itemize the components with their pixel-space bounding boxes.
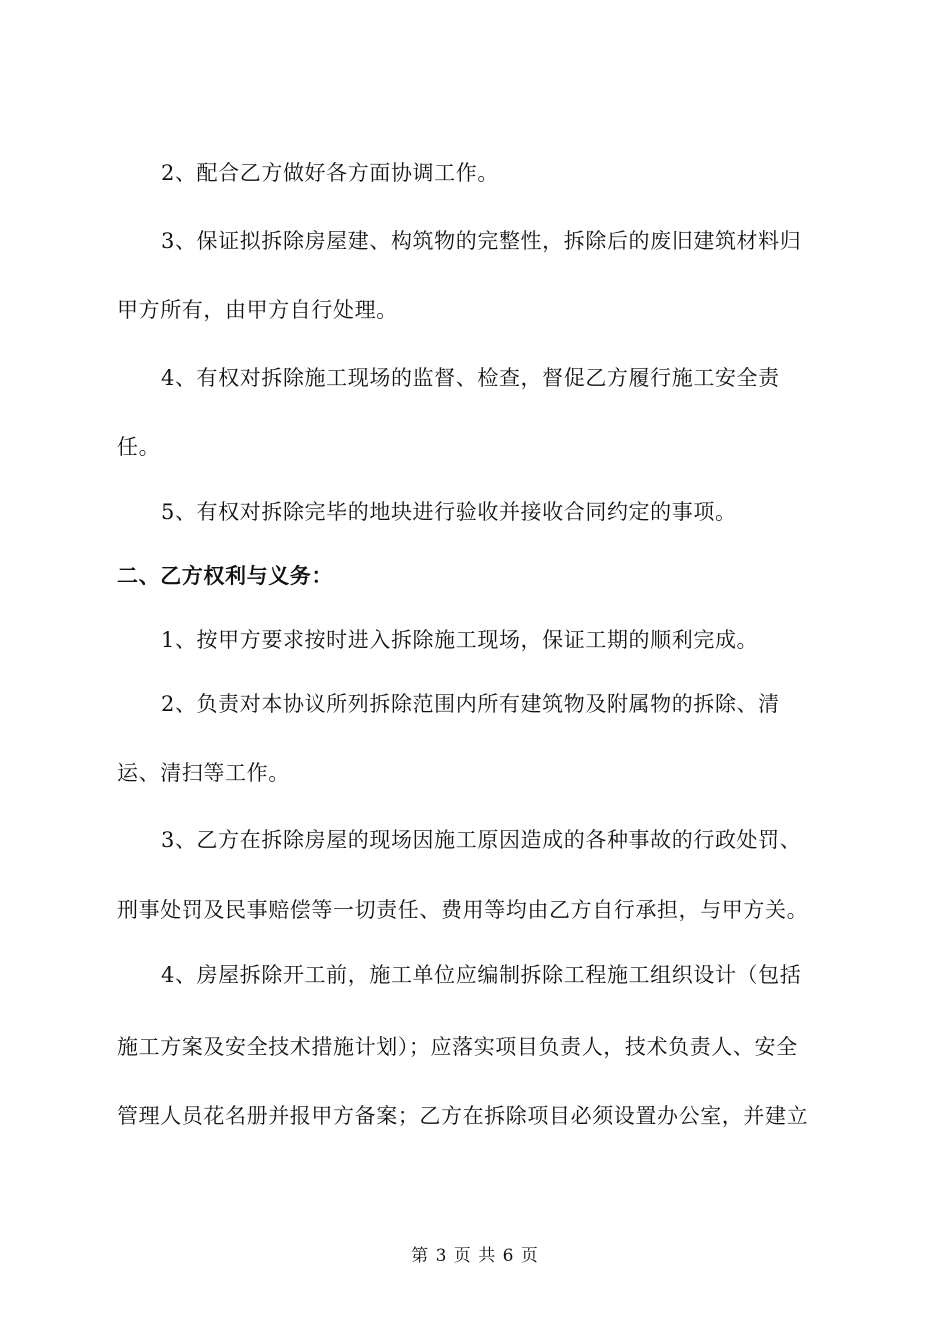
- paragraph-line: 3、保证拟拆除房屋建、构筑物的完整性，拆除后的废旧建筑材料归: [161, 229, 802, 253]
- paragraph-line: 3、乙方在拆除房屋的现场因施工原因造成的各种事故的行政处罚、: [161, 828, 802, 852]
- paragraph-line: 4、有权对拆除施工现场的监督、检查，督促乙方履行施工安全责: [161, 366, 780, 390]
- paragraph-line: 管理人员花名册并报甲方备案；乙方在拆除项目必须设置办公室，并建立: [117, 1104, 809, 1128]
- paragraph-line: 甲方所有，由甲方自行处理。: [117, 298, 398, 322]
- paragraph-line: 2、配合乙方做好各方面协调工作。: [161, 161, 499, 185]
- paragraph-line: 5、有权对拆除完毕的地块进行验收并接收合同约定的事项。: [161, 500, 737, 524]
- page-number-footer: 第 3 页 共 6 页: [411, 1246, 539, 1266]
- paragraph-line: 2、负责对本协议所列拆除范围内所有建筑物及附属物的拆除、清: [161, 692, 780, 716]
- paragraph-line: 1、按甲方要求按时进入拆除施工现场，保证工期的顺利完成。: [161, 628, 759, 652]
- paragraph-line: 刑事处罚及民事赔偿等一切责任、费用等均由乙方自行承担，与甲方关。: [117, 898, 809, 922]
- paragraph-line: 施工方案及安全技术措施计划）；应落实项目负责人，技术负责人、安全: [117, 1035, 798, 1059]
- paragraph-line: 运、清扫等工作。: [117, 761, 290, 785]
- paragraph-line: 4、房屋拆除开工前，施工单位应编制拆除工程施工组织设计（包括: [161, 963, 802, 987]
- section-heading: 二、乙方权利与义务：: [117, 563, 333, 588]
- paragraph-line: 任。: [117, 435, 161, 459]
